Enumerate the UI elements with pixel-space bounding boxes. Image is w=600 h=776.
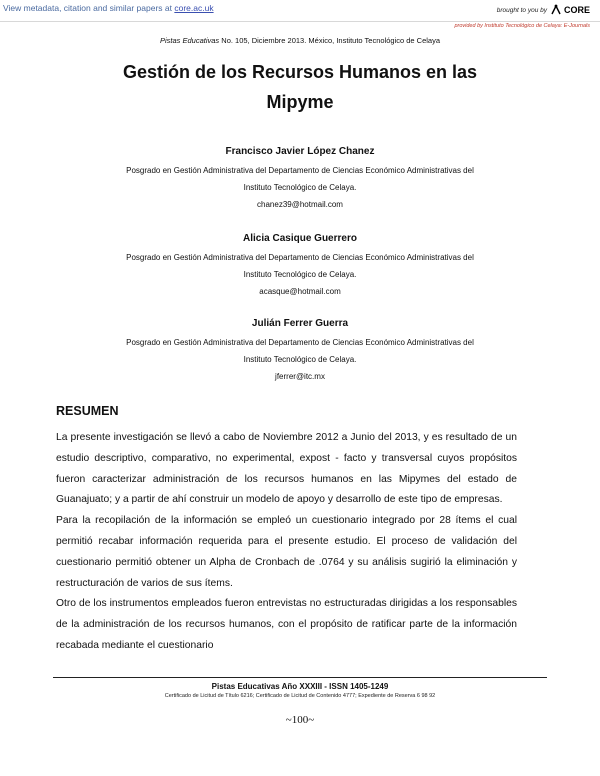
author-email[interactable]: acasque@hotmail.com	[259, 287, 341, 296]
abstract-body	[56, 428, 517, 657]
author-name: Alicia Casique Guerrero	[243, 233, 357, 244]
author-affiliation-line-1: Posgrado en Gestión Administrativa del Departamento de Ciencias Económico Administrativas del	[126, 338, 474, 347]
brought-by-text: brought to you by	[496, 6, 547, 14]
core-metadata-text: View metadata, citation and similar papers at	[3, 3, 175, 13]
author-block-3	[40, 316, 560, 385]
provided-by: provided by Instituto Tecnológico de Celaya: E-Journals	[454, 23, 590, 29]
paper-title	[60, 57, 540, 117]
core-logo-icon	[550, 4, 562, 16]
author-email[interactable]: jferrer@itc.mx	[275, 372, 325, 381]
footer-divider	[53, 677, 547, 678]
footer-journal-issn: Pistas Educativas Año XXXIII - ISSN 1405-1249	[211, 682, 389, 691]
footer-certificates: Certificado de Licitud de Título 6216; Certificado de Licitud de Contenido 4777; Expediente de Reserva 6 98 92	[164, 693, 436, 699]
paper-title-line-2: Mipyme	[266, 92, 334, 112]
author-affiliation-line-2: Instituto Tecnológico de Celaya.	[243, 270, 357, 279]
core-brand	[497, 4, 590, 16]
author-block-2	[40, 231, 560, 300]
core-metadata-notice	[3, 3, 214, 13]
abstract-paragraph-2: Para la recopilación de la información se empleó un cuestionario integrado por 28 ítems el cual permitió recabar información requerida para el presente estudio. El proceso de validación del cuestionario permitió obtener un Alpha de Cronbach de .0764 y su análisis sugirió la eliminación y restructuración de varios de sus ítems.	[56, 515, 517, 589]
abstract-heading: RESUMEN	[56, 404, 119, 418]
journal-issue: No. 105, Diciembre 2013. México, Instituto Tecnológico de Celaya	[219, 36, 441, 45]
journal-header	[0, 36, 600, 45]
journal-name: Pistas Educativas	[159, 36, 220, 45]
author-affiliation-line-1: Posgrado en Gestión Administrativa del Departamento de Ciencias Económico Administrativas del	[126, 166, 474, 175]
page-number: ~100~	[285, 714, 315, 726]
author-block-1	[40, 144, 560, 213]
author-name: Julián Ferrer Guerra	[251, 318, 349, 329]
paper-title-line-1: Gestión de los Recursos Humanos en las	[122, 62, 478, 82]
author-affiliation-line-2: Instituto Tecnológico de Celaya.	[243, 355, 357, 364]
abstract-paragraph-1: La presente investigación se llevó a cabo de Noviembre 2012 a Junio del 2013, y es resultado de un estudio descriptivo, comparativo, no experimental, expost - facto y transversal cuyos propósitos fueron caracterizar administración de los recursos humanos en las Mipymes del estado de Guanajuato; y a partir de ahí construir un modelo de apoyo y desarrollo de este tipo de empresas.	[56, 432, 517, 506]
core-link[interactable]: core.ac.uk	[174, 3, 214, 13]
core-banner	[0, 0, 600, 22]
core-logo-text: CORE	[563, 5, 590, 15]
core-logo[interactable]	[550, 4, 590, 16]
author-email[interactable]: chanez39@hotmail.com	[257, 200, 343, 209]
author-affiliation-line-1: Posgrado en Gestión Administrativa del Departamento de Ciencias Económico Administrativas del	[126, 253, 474, 262]
author-name: Francisco Javier López Chanez	[225, 146, 375, 157]
author-affiliation-line-2: Instituto Tecnológico de Celaya.	[243, 183, 357, 192]
abstract-paragraph-3: Otro de los instrumentos empleados fueron entrevistas no estructuradas dirigidas a los responsables de la administración de los recursos humanos, con el propósito de ratificar parte de la información recabada mediante el cuestionario	[56, 598, 517, 651]
